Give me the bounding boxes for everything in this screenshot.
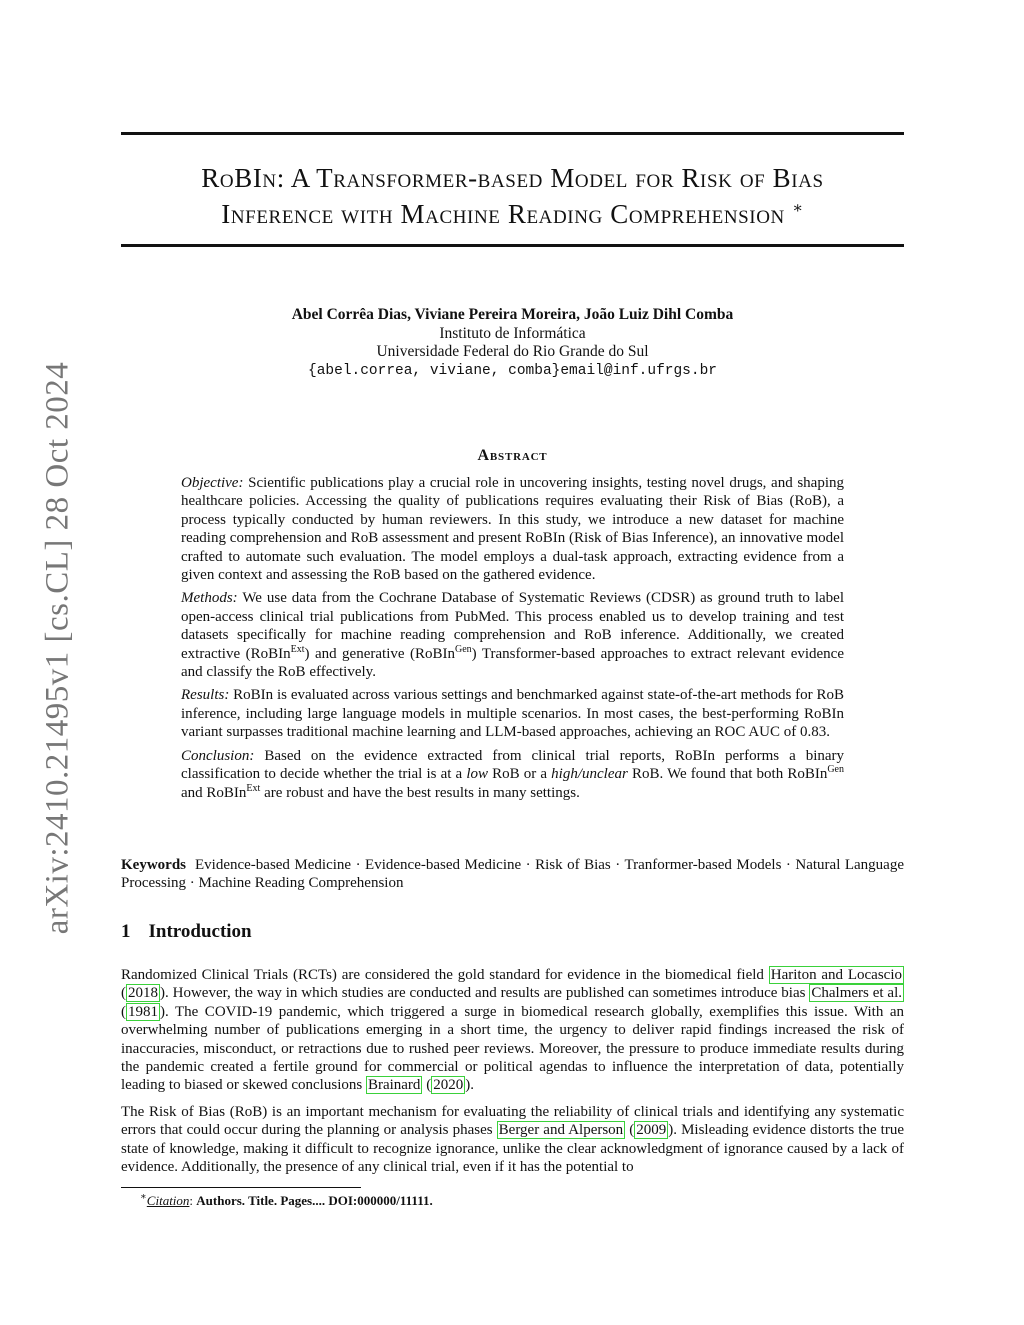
- citation-year-hariton[interactable]: 2018: [128, 985, 158, 1002]
- methods-sup-gen: Gen: [455, 643, 472, 655]
- paper-title-line-2-text: Inference with Machine Reading Comprehension: [221, 199, 785, 229]
- citation-link-berger[interactable]: Berger and Alperson: [498, 1122, 624, 1139]
- arxiv-sidebar-stamp: arXiv:2410.21495v1 [cs.CL] 28 Oct 2024: [39, 361, 76, 935]
- title-bottom-rule: [121, 244, 904, 247]
- section-1-heading: [121, 921, 252, 943]
- introduction-body: [121, 966, 904, 1184]
- intro-p1-c: . The COVID-19 pandemic, which triggered a surge in biomedical research globally, exemplifies this issue. With an overwhelming number of publications emerging in a short time, the urgency to deliver rapid findings increased the risk of inaccuracies, misconduct, or retractions due to rushed peer reviews. Moreover, the pressure to produce immediate results during the pandemic created a fertile ground for commercial or political agendas to influence the interpretation of data, potentially leading to biased or skewed conclusions: [121, 1003, 904, 1094]
- methods-sup-ext: Ext: [290, 643, 305, 655]
- footnote-citation-label: Citation: [146, 1193, 190, 1208]
- methods-label: Methods:: [181, 590, 238, 607]
- footnote-rule: [121, 1187, 361, 1188]
- title-footnote-marker: ∗: [792, 200, 804, 217]
- citation-year-brainard[interactable]: 2020: [433, 1077, 464, 1094]
- abstract-conclusion: [181, 747, 844, 802]
- keywords-block: [121, 856, 904, 893]
- abstract-results: [181, 686, 844, 741]
- results-label: Results:: [181, 687, 230, 704]
- conclusion-sup-gen: Gen: [827, 764, 844, 776]
- conclusion-high: high/unclear: [551, 766, 628, 783]
- objective-text: Scientific publications play a crucial role in uncovering insights, testing novel drugs, and shaping healthcare policies. Accessing the quality of publications requires evaluating their Risk of Bias (RoB), a process typically conducted by human reviewers. In this study, we introduce a new dataset for machine reading comprehension and RoB assessment and present RoBIn (Risk of Bias Inference), an innovative model crafted to automate such evaluation. The model employs a dual-task approach, extracting evidence from a given context and assessing the RoB based on the gathered evidence.: [181, 475, 845, 584]
- conclusion-text-3: RoB. We found that both RoBIn: [631, 766, 828, 783]
- conclusion-text-1: Based on the evidence extracted from clinical trial reports, RoBIn performs a binary classification to decide whether the trial is at a: [181, 747, 845, 783]
- section-1-number: 1: [121, 921, 131, 942]
- citation-link-brainard[interactable]: Brainard: [367, 1077, 421, 1094]
- citation-link-chalmers[interactable]: Chalmers et al.: [811, 985, 903, 1002]
- section-1-title: Introduction: [148, 921, 252, 942]
- conclusion-text-2: RoB or a: [492, 766, 548, 783]
- citation-year-chalmers[interactable]: 1981: [128, 1003, 158, 1020]
- conclusion-low: low: [466, 766, 489, 783]
- footnote-citation-text: Authors. Title. Pages.... DOI:000000/11111.: [196, 1193, 433, 1208]
- conclusion-text-5: are robust and have the best results in many settings.: [264, 784, 580, 801]
- methods-text-3: ) Transformer-based approaches to extract relevant evidence and classify the RoB effectively.: [181, 645, 844, 681]
- intro-p1-a: Randomized Clinical Trials (RCTs) are considered the gold standard for evidence in the biomedical field: [121, 967, 764, 983]
- paper-title-line-2: [121, 196, 904, 232]
- footnote: ∗Citation: Authors. Title. Pages.... DOI:000000/11111.: [140, 1191, 433, 1208]
- keywords-label: Keywords: [121, 857, 186, 873]
- author-names: Abel Corrêa Dias, Viviane Pereira Moreira, João Luiz Dihl Comba: [291, 306, 734, 323]
- paper-title-line-1: RoBIn: A Transformer-based Model for Risk of Bias: [201, 163, 824, 193]
- author-university: Universidade Federal do Rio Grande do Sul: [376, 343, 649, 360]
- abstract-objective: [181, 474, 844, 584]
- conclusion-sup-ext: Ext: [246, 782, 261, 794]
- author-institute: Instituto de Informática: [439, 325, 586, 342]
- abstract-methods: [181, 589, 844, 681]
- abstract-body: [181, 474, 844, 807]
- citation-link-hariton[interactable]: Hariton and Locascio: [770, 967, 903, 983]
- intro-paragraph-1: Randomized Clinical Trials (RCTs) are considered the gold standard for evidence in the biomedical field Hariton and Locascio ( 2018 ). However, the way in which studies are conducted and results are published can sometimes introduce bias Chalmers et al. ( 1981 ). The COVID-19 pandemic, which triggered a surge in biomedical research globally, exemplifies this issue. With an overwhelming number of publications emerging in a short time, the urgency to deliver rapid findings increased the risk of inaccuracies, misconduct, or retractions due to rushed peer reviews. Moreover, the pressure to produce immediate results during the pandemic created a fertile ground for commercial or political agendas to influence the interpretation of data, potentially leading to biased or skewed conclusions Brainard ( 2020 ).: [121, 967, 904, 1094]
- intro-p2-b: . Misleading evidence distorts the true state of knowledge, making it difficult to recognize ignorance, unlike the clear acknowledgment of ignorance caused by a lack of evidence. Additionally, the presence of any clinical trial, even if it has the potential to: [121, 1122, 905, 1176]
- results-text: RoBIn is evaluated across various settings and benchmarked against state-of-the-art methods for RoB inference, including large language models in multiple scenarios. In most cases, the best-performing RoBIn variant surpasses traditional machine learning and LLM-based approaches, achieving an ROC AUC of 0.83.: [181, 687, 845, 741]
- intro-p1-b: . However, the way in which studies are conducted and results are published can sometimes introduce bias: [165, 985, 806, 1002]
- intro-paragraph-2: The Risk of Bias (RoB) is an important mechanism for evaluating the reliability of clinical trials and identifying any systematic errors that could occur during the planning or analysis phases Berger and Alperson ( 2009 ). Misleading evidence distorts the true state of knowledge, making it difficult to recognize ignorance, unlike the clear acknowledgment of ignorance caused by a lack of evidence. Additionally, the presence of any clinical trial, even if it has the potential to: [121, 1103, 905, 1176]
- intro-p2-a: The Risk of Bias (RoB) is an important mechanism for evaluating the reliability of clinical trials and identifying any systematic errors that could occur during the planning or analysis phases: [121, 1103, 904, 1139]
- author-email[interactable]: {abel.correa, viviane, comba}email@inf.ufrgs.br: [308, 363, 717, 379]
- citation-year-berger[interactable]: 2009: [636, 1122, 667, 1139]
- footnote-marker: ∗: [140, 1191, 147, 1203]
- conclusion-text-4: and RoBIn: [181, 784, 247, 801]
- abstract-heading: Abstract: [477, 447, 548, 464]
- keywords-text: Evidence-based Medicine · Evidence-based Medicine · Risk of Bias · Tranformer-based Models · Natural Language Processing · Machine Reading Comprehension: [121, 857, 904, 892]
- objective-label: Objective:: [181, 475, 244, 491]
- methods-text-1: We use data from the Cochrane Database of Systematic Reviews (CDSR) as ground truth to label open-access clinical trial publications from PubMed. This process enabled us to develop training and test datasets specifically for machine reading comprehension and RoB inference. Additionally, we created extractive (RoBIn: [181, 590, 844, 662]
- methods-text-2: ) and generative (RoBIn: [304, 645, 455, 662]
- conclusion-label: Conclusion:: [181, 747, 255, 764]
- title-top-rule: [121, 132, 904, 135]
- intro-p1-d: .: [470, 1077, 474, 1094]
